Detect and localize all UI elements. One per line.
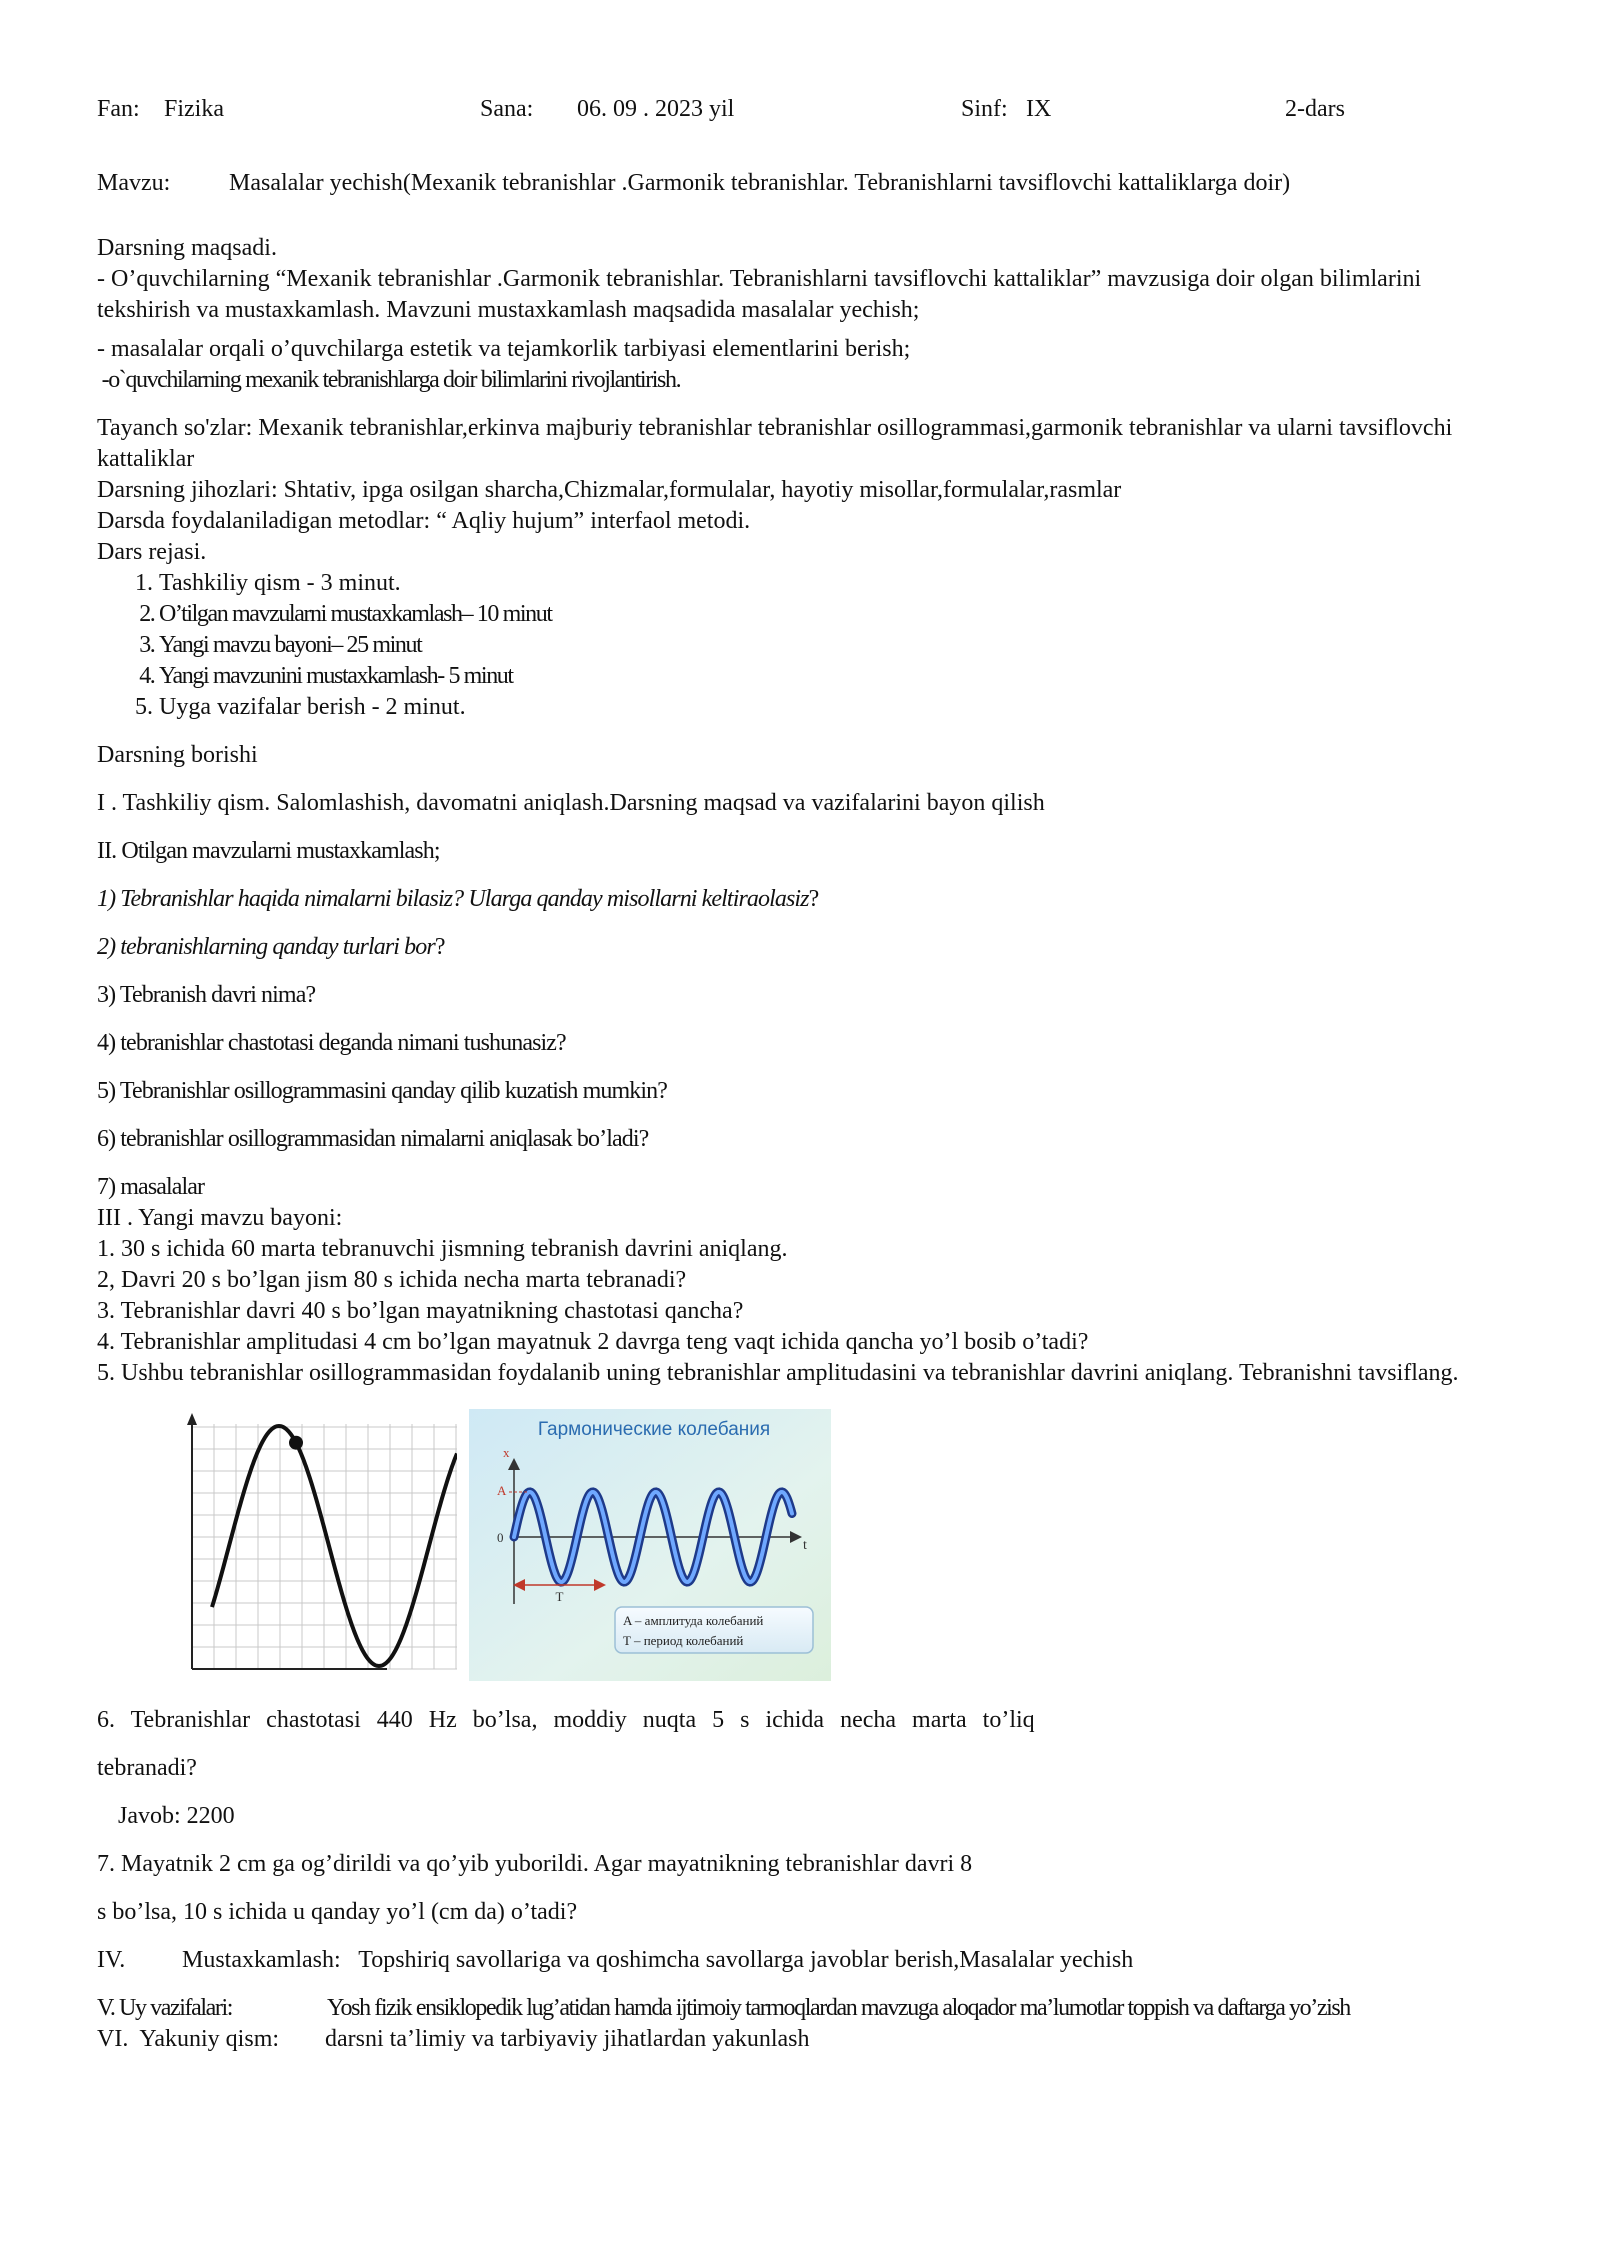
topic-label: Mavzu: — [97, 170, 171, 196]
problem-5: 5. Ushbu tebranishlar osillogrammasidan foydalanib uning tebranishlar amplitudasini va tebranishlar davrini aniqlang. Tebranishni tavsiflang. — [97, 1360, 1459, 1386]
legend-amplitude: A – амплитуда колебаний — [623, 1613, 764, 1628]
topic-row — [97, 168, 1517, 199]
stage-iv-label: IV. — [97, 1947, 126, 1973]
problem-7-line-2: s bo’lsa, 10 s ichida u qanday yo’l (cm da) o’tadi? — [97, 1899, 578, 1925]
marked-point — [289, 1436, 303, 1450]
header-row — [97, 94, 1517, 126]
subject-label: Fan: — [97, 96, 140, 122]
date-value: 06. 09 . 2023 yil — [577, 96, 735, 122]
topic-text: Masalalar yechish(Mexanik tebranishlar .Garmonik tebranishlar. Tebranishlarni tavsiflovchi kattaliklarga doir) — [229, 170, 1291, 196]
goal-item-3: -o`quvchilarning mexanik tebranishlarga doir bilimlarini rivojlantirish. — [97, 367, 681, 393]
plan-item: 1. Tashkiliy qism - 3 minut. — [159, 568, 1517, 599]
lesson-plan-page — [97, 94, 1517, 2055]
review-question-6: 6) tebranishlar osillogrammasidan nimalarni aniqlasak bo’ladi? — [97, 1126, 649, 1152]
figure-title: Гармонические колебания — [537, 1419, 771, 1440]
stage-iv-text: Mustaxkamlash: Topshiriq savollariga va qoshimcha savollarga javoblar berish,Masalalar yechish — [182, 1947, 1134, 1973]
methods: Darsda foydalaniladigan metodlar: “ Aqliy hujum” interfaol metodi. — [97, 508, 751, 534]
stage-homework — [97, 1993, 1517, 2024]
stage-new-topic: III . Yangi mavzu bayoni: — [97, 1205, 343, 1231]
stage-review: II. Otilgan mavzularni mustaxkamlash; — [97, 838, 440, 864]
oscillogram-figure — [167, 1409, 457, 1679]
plan-item: 4. Yangi mavzunini mustaxkamlash- 5 minut — [159, 661, 1517, 692]
lesson-number: 2-dars — [1285, 96, 1345, 122]
review-question-4: 4) tebranishlar chastotasi deganda nimani tushunasiz? — [97, 1030, 566, 1056]
class-value: IX — [1026, 96, 1052, 122]
date-label: Sana: — [480, 96, 534, 122]
review-question-7: 7) masalalar — [97, 1174, 205, 1200]
stage-final — [97, 2024, 1517, 2055]
grid-lines — [192, 1424, 457, 1669]
problem-2: 2, Davri 20 s bo’lgan jism 80 s ichida necha marta tebranadi? — [97, 1267, 687, 1293]
review-question-1: 1) Tebranishlar haqida nimalarni bilasiz? Ularga qanday misollarni keltiraolasiz? — [97, 886, 819, 912]
stage-vi-label: VI. Yakuniy qism: — [97, 2026, 280, 2052]
problem-3: 3. Tebranishlar davri 40 s bo’lgan mayatnikning chastotasi qancha? — [97, 1298, 744, 1324]
stage-v-label: V. Uy vazifalari: — [97, 1995, 233, 2021]
amplitude-axis-label: A — [497, 1483, 507, 1498]
problem-6-line-2: tebranadi? — [97, 1755, 197, 1781]
review-question-3: 3) Tebranish davri nima? — [97, 982, 316, 1008]
progress-heading: Darsning borishi — [97, 742, 258, 768]
origin-label: 0 — [497, 1530, 504, 1545]
review-question-2: 2) tebranishlarning qanday turlari bor? — [97, 934, 445, 960]
stage-organization: I . Tashkiliy qism. Salomlashish, davomatni aniqlash.Darsning maqsad va vazifalarini bayon qilish — [97, 790, 1045, 816]
legend-period: T – период колебаний — [623, 1633, 744, 1648]
plan-item: 3. Yangi mavzu bayoni– 25 minut — [159, 630, 1517, 661]
class-label: Sinf: — [961, 96, 1008, 122]
problem-6-line-1: 6. Tebranishlar chastotasi 440 Hz bo’lsa, moddiy nuqta 5 s ichida necha marta to’liq — [97, 1707, 1035, 1733]
subject-value: Fizika — [164, 96, 224, 122]
harmonic-oscillation-figure — [469, 1409, 831, 1681]
equipment: Darsning jihozlari: Shtativ, ipga osilgan sharcha,Chizmalar,formulalar, hayotiy misollar,formulalar,rasmlar — [97, 477, 1122, 503]
period-label: T — [555, 1589, 564, 1604]
stage-v-text: Yosh fizik ensiklopedik lug’atidan hamda ijtimoiy tarmoqlardan mavzuga aloqador ma’lumotlar toppish va daftarga yo’zish — [327, 1995, 1350, 2021]
lesson-plan-list — [97, 568, 1517, 723]
problem-4: 4. Tebranishlar amplitudasi 4 cm bo’lgan mayatnuk 2 davrga teng vaqt ichida qancha yo’l bosib o’tadi? — [97, 1329, 1089, 1355]
stage-consolidation — [97, 1945, 1517, 1976]
plan-heading: Dars rejasi. — [97, 539, 207, 565]
review-question-5: 5) Tebranishlar osillogrammasini qanday qilib kuzatish mumkin? — [97, 1078, 667, 1104]
plan-item: 5. Uyga vazifalar berish - 2 minut. — [159, 692, 1517, 723]
goal-item-1: - O’quvchilarning “Mexanik tebranishlar .Garmonik tebranishlar. Tebranishlarni tavsiflovchi kattaliklar” mavzusiga doir olgan bilimlarini tekshirish va mustaxkamlash. Mavzuni mustaxkamlash maqsadida masalalar yechish; — [97, 266, 1422, 323]
keywords: Tayanch so'zlar: Mexanik tebranishlar,erkinva majburiy tebranishlar tebranishlar osillogrammasi,garmonik tebranishlar va ularni tavsiflovchi kattaliklar — [97, 415, 1453, 472]
plan-item: 2. O’tilgan mavzularni mustaxkamlash– 10 minut — [159, 599, 1517, 630]
stage-vi-text: darsni ta’limiy va tarbiyaviy jihatlardan yakunlash — [325, 2026, 810, 2052]
problem-6-answer: Javob: 2200 — [118, 1803, 235, 1829]
problem-7-line-1: 7. Mayatnik 2 cm ga og’dirildi va qo’yib yuborildi. Agar mayatnikning tebranishlar davri 8 — [97, 1851, 973, 1877]
problem-1: 1. 30 s ichida 60 marta tebranuvchi jismning tebranish davrini aniqlang. — [97, 1236, 788, 1262]
t-axis-label: t — [803, 1538, 807, 1553]
oscillation-curve — [212, 1426, 457, 1666]
x-axis-label: x — [503, 1445, 510, 1460]
figures-row — [97, 1403, 1517, 1683]
goals-heading: Darsning maqsadi. — [97, 235, 277, 261]
goal-item-2: - masalalar orqali o’quvchilarga estetik va tejamkorlik tarbiyasi elementlarini berish; — [97, 336, 911, 362]
